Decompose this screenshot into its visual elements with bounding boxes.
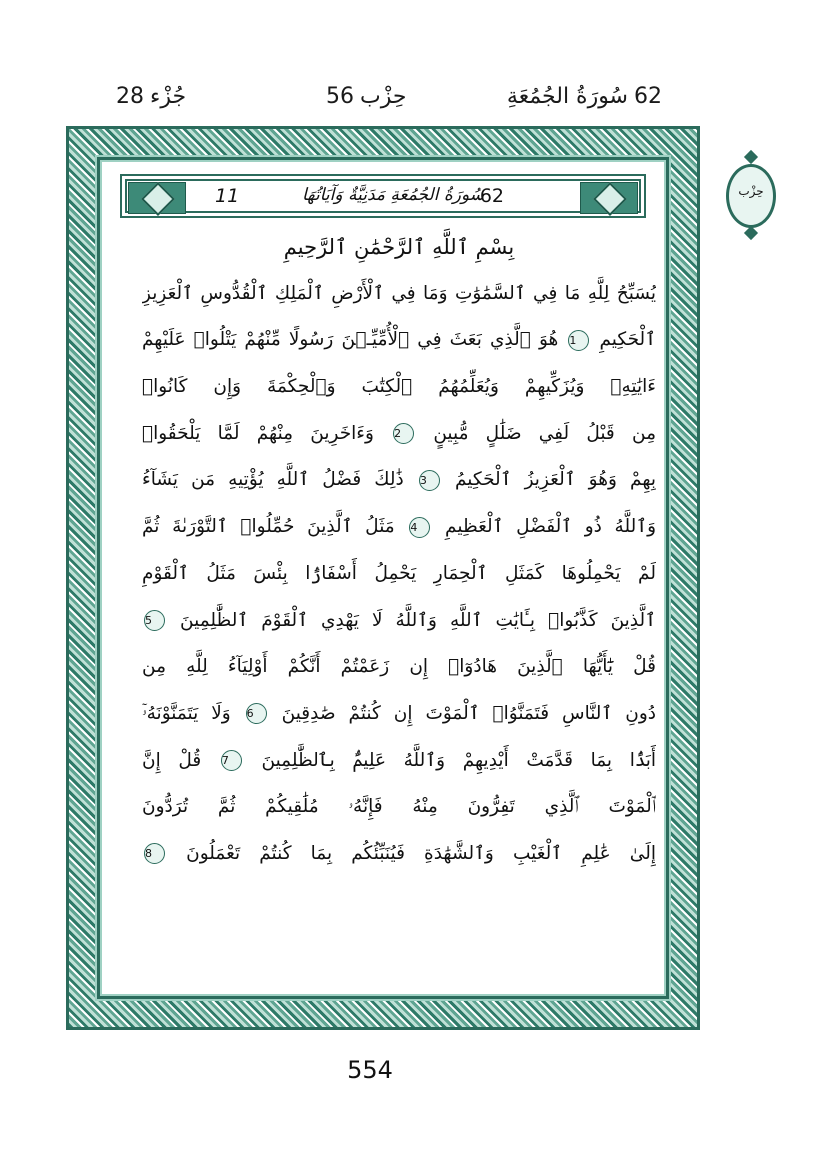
header-juz	[110, 84, 186, 109]
ornamental-frame	[66, 126, 700, 1030]
banner-surah-title: سُورَةُ الجُمُعَةِ مَدَنِيَّةٌ وَآيَاتُهَا	[302, 185, 484, 205]
verse-line	[142, 504, 656, 551]
ayah-number-marker: 7	[221, 750, 242, 771]
verse-line	[142, 364, 656, 411]
line-text-after: قُلْ إِنَّ	[142, 749, 202, 771]
banner-ornament-left	[128, 182, 186, 214]
header-juz-number: 28	[116, 84, 144, 109]
header-hizb-number: 56	[326, 84, 354, 109]
medallion-bottom-tip	[744, 226, 758, 240]
banner-ayat-count: 11	[215, 185, 240, 207]
verse-line	[142, 457, 656, 504]
line-text: إِلَىٰ عَٰلِمِ ٱلْغَيْبِ وَٱلشَّهَٰدَةِ فَيُنَبِّئُكُم بِمَا كُنتُمْ تَعْمَلُونَ	[186, 842, 656, 864]
line-text-after: وَءَاخَرِينَ مِنْهُمْ لَمَّا يَلْحَقُوا۟	[142, 422, 374, 444]
verse-line	[142, 644, 656, 691]
surah-title-banner	[120, 174, 646, 218]
header-surah	[507, 84, 668, 109]
line-text: ءَايَٰتِهِۦ وَيُزَكِّيهِمْ وَيُعَلِّمُهُمُ ٱلْكِتَٰبَ وَٱلْحِكْمَةَ وَإِن كَانُوا۟	[142, 376, 656, 398]
banner-surah-number: 62	[479, 185, 504, 207]
line-text: مِن قَبْلُ لَفِي ضَلَٰلٍ مُّبِينٍ	[433, 422, 656, 444]
ayah-number-marker: 2	[393, 423, 414, 444]
header-hizb	[320, 84, 406, 109]
text-panel	[97, 157, 669, 999]
banner-ornament-right	[580, 182, 638, 214]
line-text: لَمْ يَحْمِلُوهَا كَمَثَلِ ٱلْحِمَارِ يَحْمِلُ أَسْفَارًۢا بِئْسَ مَثَلُ ٱلْقَوْمِ	[142, 562, 656, 584]
line-text: يُسَبِّحُ لِلَّهِ مَا فِي ٱلسَّمَٰوَٰتِ وَمَا فِي ٱلْأَرْضِ ٱلْمَلِكِ ٱلْقُدُّوسِ ٱلْعَزِيزِ	[142, 282, 656, 304]
verse-line	[142, 691, 656, 738]
line-text: وَٱللَّهُ ذُو ٱلْفَضْلِ ٱلْعَظِيمِ	[445, 516, 656, 538]
line-text: ٱلْحَكِيمِ	[599, 329, 656, 351]
line-text: بِسْمِ ٱللَّهِ ٱلرَّحْمَٰنِ ٱلرَّحِيمِ	[283, 235, 515, 259]
ayah-number-marker: 4	[409, 517, 430, 538]
header-surah-number: 62	[634, 84, 662, 109]
running-header	[0, 72, 826, 120]
line-text-after: هُوَ ٱلَّذِي بَعَثَ فِي ٱلْأُمِّيِّـۧنَ رَسُولًا مِّنْهُمْ يَتْلُوا۟ عَلَيْهِمْ	[142, 329, 559, 351]
line-text: قُلْ يَٰٓأَيُّهَا ٱلَّذِينَ هَادُوٓا۟ إِن زَعَمْتُمْ أَنَّكُمْ أَوْلِيَآءُ لِلَّهِ مِن	[142, 656, 656, 678]
medallion-top-tip	[744, 150, 758, 164]
verse-line	[142, 738, 656, 785]
ayah-number-marker: 1	[568, 330, 589, 351]
ayah-number-marker: 3	[419, 470, 440, 491]
verse-line	[142, 784, 656, 831]
line-text: دُونِ ٱلنَّاسِ فَتَمَنَّوُا۟ ٱلْمَوْتَ إِن كُنتُمْ صَٰدِقِينَ	[281, 702, 656, 724]
ayah-number-marker: 5	[144, 610, 165, 631]
header-hizb-label: حِزْب	[360, 84, 407, 109]
line-text-after: مَثَلُ ٱلَّذِينَ حُمِّلُوا۟ ٱلتَّوْرَىٰةَ ثُمَّ	[142, 516, 395, 538]
line-text: ٱلْمَوْتَ ٱلَّذِي تَفِرُّونَ مِنْهُ فَإِنَّهُۥ مُلَٰقِيكُمْ ثُمَّ تُرَدُّونَ	[142, 796, 656, 818]
line-text: ٱلَّذِينَ كَذَّبُوا۟ بِـَٔايَٰتِ ٱللَّهِ وَٱللَّهُ لَا يَهْدِي ٱلْقَوْمَ ٱلظَّٰلِمِينَ	[180, 609, 656, 631]
verse-line	[142, 551, 656, 598]
line-text: أَبَدًۢا بِمَا قَدَّمَتْ أَيْدِيهِمْ وَٱللَّهُ عَلِيمٌۢ بِٱلظَّٰلِمِينَ	[261, 749, 656, 771]
verse-line	[142, 411, 656, 458]
header-juz-label: جُزْء	[150, 84, 187, 109]
line-text: بِهِمْ وَهُوَ ٱلْعَزِيزُ ٱلْحَكِيمُ	[454, 469, 656, 491]
header-surah-name: سُورَةُ الجُمُعَةِ	[506, 84, 628, 109]
hizb-medallion	[726, 150, 776, 242]
verse-line	[142, 317, 656, 364]
line-text-after: ذَٰلِكَ فَضْلُ ٱللَّهِ يُؤْتِيهِ مَن يَشَآءُ	[142, 469, 404, 491]
verse-lines	[142, 224, 656, 878]
ayah-number-marker: 6	[246, 703, 267, 724]
verse-line	[142, 831, 656, 878]
verse-line	[142, 598, 656, 645]
page-number: 554	[347, 1056, 393, 1084]
basmala-line	[142, 224, 656, 271]
line-text-after: وَلَا يَتَمَنَّوْنَهُۥٓ	[142, 702, 231, 724]
verse-line	[142, 271, 656, 318]
ayah-number-marker: 8	[144, 843, 165, 864]
medallion-label: حِزْب	[738, 184, 764, 198]
